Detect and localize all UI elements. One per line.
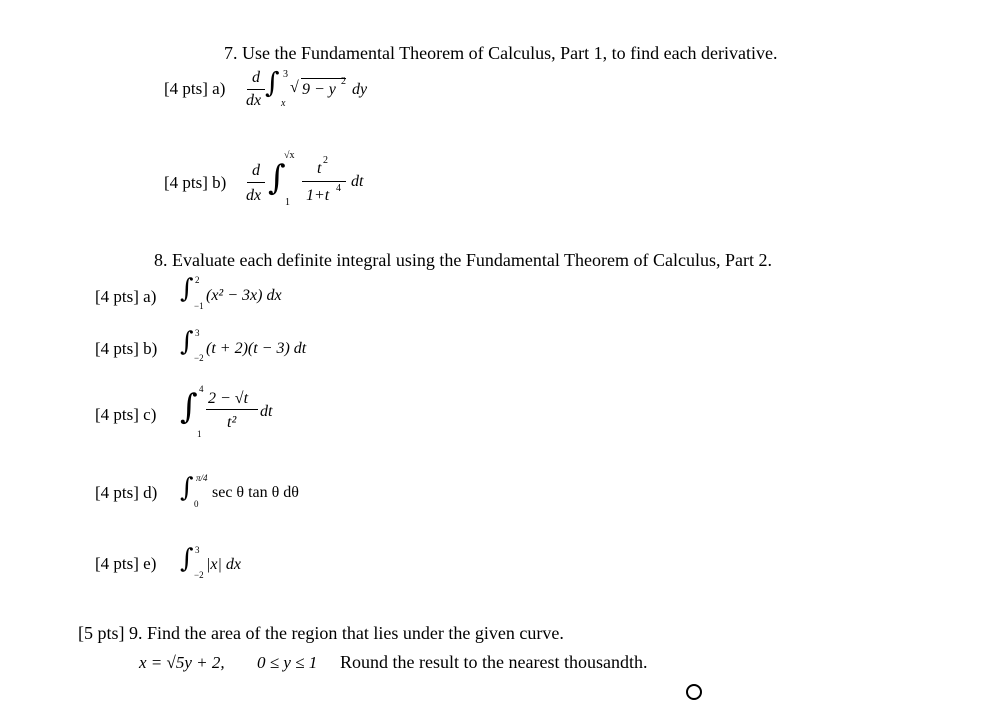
q8b-label: [4 pts] b) (95, 339, 158, 358)
q8d-integral-sign: ∫ (180, 473, 194, 503)
q8a-upper-limit: 2 (195, 275, 200, 285)
q7a-d-bar (247, 89, 265, 90)
q7a-integrand: 9 − y (302, 81, 336, 98)
q7b-upper-limit: √x (284, 150, 295, 161)
q8b-integrand: (t + 2)(t − 3) dt (206, 340, 307, 357)
q7b-d-bar (247, 182, 265, 183)
q8a-integral-sign: ∫ (180, 274, 194, 304)
q9-equation: x = √5y + 2, (139, 653, 225, 672)
q8c-integral-sign: ∫ (180, 387, 198, 427)
q8c-lower-limit: 1 (197, 429, 202, 439)
q7b-integral-sign: ∫ (268, 158, 286, 198)
q8e-integrand: |x| dx (206, 556, 241, 573)
q8d-label: [4 pts] d) (95, 483, 158, 502)
q7b-denominator: 1+t (306, 187, 330, 204)
q7a-differential: dy (352, 81, 368, 98)
q7-heading: 7. Use the Fundamental Theorem of Calculus, Part 1, to find each derivative. (224, 43, 778, 63)
q9-instruction: Round the result to the nearest thousandth. (340, 652, 648, 672)
q7b-d-denominator: dx (246, 187, 262, 204)
q8b-upper-limit: 3 (195, 328, 200, 338)
q7b-numerator-power: 2 (323, 155, 328, 166)
q7b-lower-limit: 1 (285, 197, 290, 208)
q8e-upper-limit: 3 (195, 545, 200, 555)
q8c-denominator: t² (227, 414, 237, 431)
q8c-differential: dt (260, 403, 273, 420)
q7a-lower-limit: x (281, 98, 286, 109)
q8c-fraction-bar (206, 409, 258, 410)
q8a-label: [4 pts] a) (95, 287, 157, 306)
q8c-upper-limit: 4 (199, 384, 204, 394)
q8c-label: [4 pts] c) (95, 405, 157, 424)
q8a-lower-limit: −1 (194, 301, 204, 311)
q7a-d-numerator: d (252, 69, 260, 86)
q8d-lower-limit: 0 (194, 499, 199, 509)
q7b-fraction-bar (302, 181, 346, 182)
mouse-cursor-ring-icon (686, 684, 702, 700)
q8d-integrand: sec θ tan θ dθ (212, 484, 299, 501)
q8-heading: 8. Evaluate each definite integral using the Fundamental Theorem of Calculus, Part 2. (154, 250, 772, 270)
q7a-d-denominator: dx (246, 92, 262, 109)
q8d-upper-limit: π/4 (196, 473, 208, 483)
q7b-label: [4 pts] b) (164, 173, 227, 192)
q8e-lower-limit: −2 (194, 570, 204, 580)
q8e-integral-sign: ∫ (180, 544, 194, 574)
q7b-numerator: t (317, 160, 322, 177)
q8b-integral-sign: ∫ (180, 327, 194, 357)
q7b-d-numerator: d (252, 162, 260, 179)
q9-heading: [5 pts] 9. Find the area of the region that lies under the given curve. (78, 623, 564, 643)
q7a-sqrt-symbol: √ (290, 79, 299, 96)
q7a-power: 2 (341, 76, 346, 87)
q8a-integrand: (x² − 3x) dx (206, 287, 282, 304)
q7b-differential: dt (351, 173, 364, 190)
q8c-numerator: 2 − √t (208, 390, 249, 407)
q7a-sqrt-bar (301, 78, 346, 79)
q7a-upper-limit: 3 (283, 69, 288, 80)
q8e-label: [4 pts] e) (95, 554, 157, 573)
q8b-lower-limit: −2 (194, 353, 204, 363)
q9-range: 0 ≤ y ≤ 1 (257, 653, 318, 672)
q7a-label: [4 pts] a) (164, 79, 226, 98)
q7b-denominator-power: 4 (336, 183, 341, 194)
q7a-integral-sign: ∫ (265, 66, 280, 99)
